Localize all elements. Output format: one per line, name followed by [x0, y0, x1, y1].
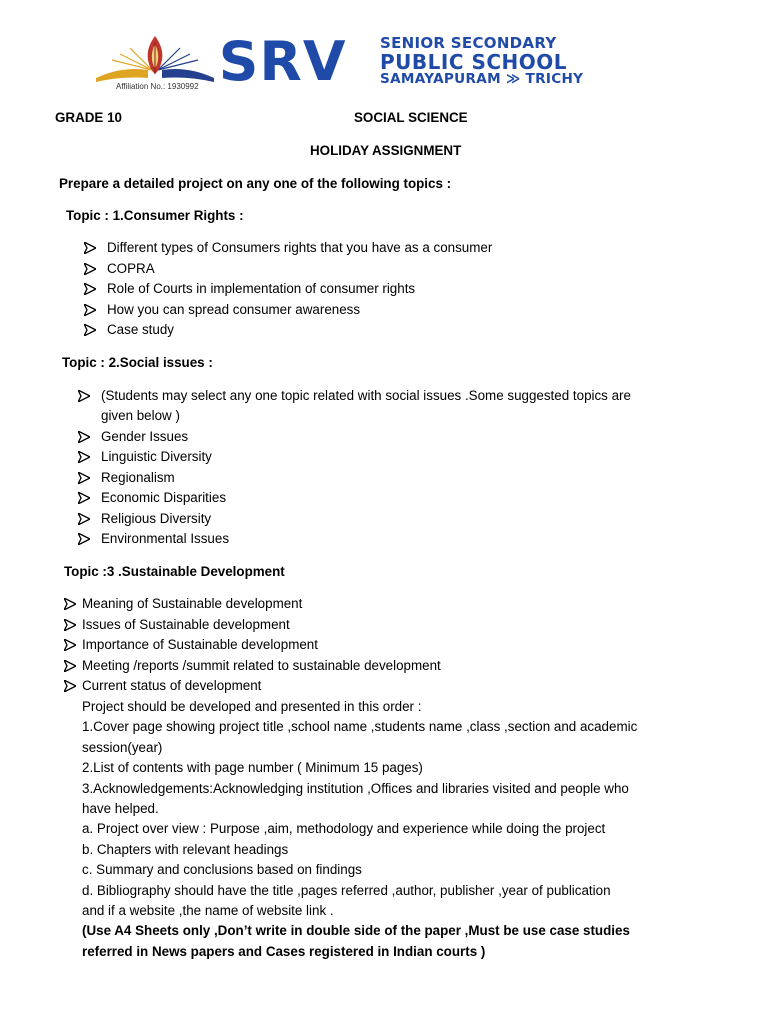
instruction-line: b. Chapters with relevant headings [82, 841, 289, 857]
instruction-line: d. Bibliography should have the title ,pages referred ,author, publisher ,year of publication [82, 882, 611, 898]
list-item: Regionalism [101, 470, 175, 485]
instruction-line: session(year) [82, 739, 163, 755]
bullet-arrow-icon [64, 619, 76, 631]
project-instructions [82, 697, 682, 962]
list-item: Linguistic Diversity [101, 449, 212, 464]
bullet-arrow-icon [78, 431, 90, 443]
school-logo-header [92, 30, 612, 98]
list-item: Importance of Sustainable development [82, 637, 318, 652]
intro-text: Prepare a detailed project on any one of the following topics : [59, 176, 452, 191]
list-item: Role of Courts in implementation of consumer rights [107, 281, 416, 296]
list-item: Current status of development [82, 678, 262, 693]
grade-label: GRADE 10 [55, 110, 122, 125]
instruction-line: Project should be developed and presented in this order : [82, 699, 422, 714]
bullet-arrow-icon [78, 492, 90, 504]
bullet-arrow-icon [78, 513, 90, 525]
school-abbreviation: SRV [218, 30, 347, 93]
topic1-heading: Topic : 1.Consumer Rights : [66, 208, 244, 223]
bullet-arrow-icon [64, 680, 76, 692]
subject-label: SOCIAL SCIENCE [354, 110, 468, 125]
list-item: COPRA [107, 261, 155, 276]
list-item: Issues of Sustainable development [82, 617, 290, 632]
instruction-line: c. Summary and conclusions based on findings [82, 862, 362, 878]
bullet-arrow-icon [84, 324, 96, 336]
school-name [380, 36, 583, 87]
instruction-line: and if a website ,the name of website link . [82, 903, 334, 919]
topic2-heading: Topic : 2.Social issues : [62, 355, 213, 370]
bullet-arrow-icon [78, 451, 90, 463]
list-item-continuation: given below ) [101, 408, 180, 423]
school-name-line2: PUBLIC SCHOOL [380, 50, 568, 74]
instruction-line: have helped. [82, 801, 159, 817]
list-item: Case study [107, 322, 174, 337]
instruction-line: 1.Cover page showing project title ,school name ,students name ,class ,section and academic [82, 719, 638, 735]
instruction-line: a. Project over view : Purpose ,aim, methodology and experience while doing the project [82, 821, 606, 837]
page-title: HOLIDAY ASSIGNMENT [310, 143, 462, 158]
list-item: Different types of Consumers rights that you have as a consumer [107, 240, 493, 255]
footer-note-line2: referred in News papers and Cases registered in Indian courts ) [82, 943, 486, 959]
school-name-line1: SENIOR SECONDARY [380, 34, 557, 52]
instruction-line: 2.List of contents with page number ( Minimum 15 pages) [82, 760, 423, 776]
bullet-arrow-icon [84, 242, 96, 254]
bullet-arrow-icon [84, 283, 96, 295]
list-item: Gender Issues [101, 429, 189, 444]
list-item: Environmental Issues [101, 531, 230, 546]
affiliation-number: Affiliation No.: 1930992 [116, 82, 199, 91]
list-item: (Students may select any one topic related with social issues .Some suggested topics are [101, 388, 631, 403]
list-item: Religious Diversity [101, 511, 212, 526]
list-item: How you can spread consumer awareness [107, 302, 361, 317]
bullet-arrow-icon [64, 639, 76, 651]
bullet-arrow-icon [64, 598, 76, 610]
list-item: Economic Disparities [101, 490, 227, 505]
list-item: Meeting /reports /summit related to sustainable development [82, 658, 441, 673]
bullet-arrow-icon [78, 533, 90, 545]
instruction-line: 3.Acknowledgements:Acknowledging institution ,Offices and libraries visited and people who [82, 780, 629, 796]
bullet-arrow-icon [84, 263, 96, 275]
footer-note-line1: (Use A4 Sheets only ,Don’t write in double side of the paper ,Must be use case studies [82, 923, 630, 939]
bullet-arrow-icon [64, 660, 76, 672]
school-location: SAMAYAPURAM ≫ TRICHY [380, 71, 584, 87]
topic3-heading: Topic :3 .Sustainable Development [64, 564, 285, 579]
bullet-arrow-icon [78, 390, 90, 402]
bullet-arrow-icon [78, 472, 90, 484]
list-item: Meaning of Sustainable development [82, 596, 303, 611]
bullet-arrow-icon [84, 304, 96, 316]
